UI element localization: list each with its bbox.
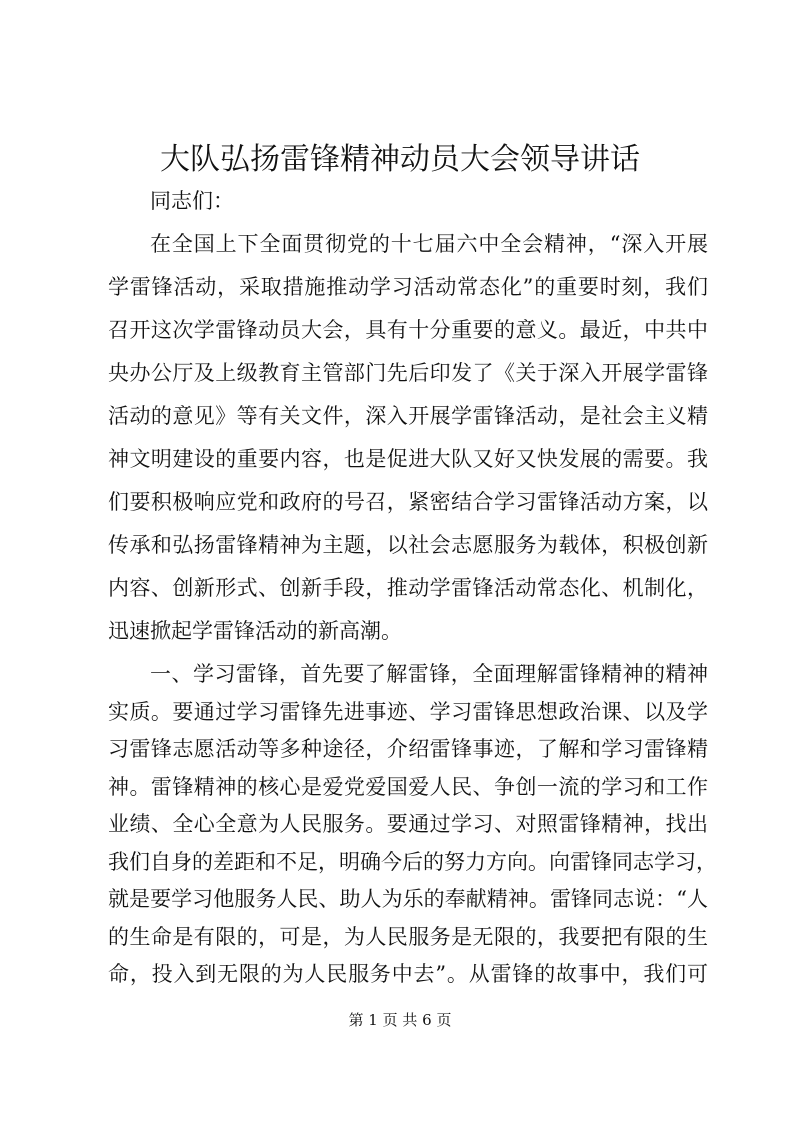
paragraph-line: 业绩、全心全意为人民服务。要通过学习、对照雷锋精神，找出 <box>108 812 708 836</box>
paragraph-line: 神文明建设的重要内容，也是促进大队又好又快发展的需要。我 <box>108 447 708 471</box>
page-footer: 第 1 页 共 6 页 <box>348 1011 452 1029</box>
paragraph-line: 们要积极响应党和政府的号召，紧密结合学习雷锋活动方案，以 <box>108 490 708 514</box>
document-title: 大队弘扬雷锋精神动员大会领导讲话 <box>160 142 640 177</box>
paragraph-line: 在全国上下全面贯彻党的十七届六中全会精神，“深入开展 <box>150 232 708 256</box>
paragraph-line: 命，投入到无限的为人民服务中去”。从雷锋的故事中，我们可 <box>108 962 708 986</box>
paragraph-line: 就是要学习他服务人民、助人为乐的奉献精神。雷锋同志说：“人 <box>108 887 708 911</box>
paragraph-line: 习雷锋志愿活动等多种途径，介绍雷锋事迹，了解和学习雷锋精 <box>108 737 708 761</box>
paragraph-line: 活动的意见》等有关文件，深入开展学雷锋活动，是社会主义精 <box>108 404 708 428</box>
paragraph-line: 央办公厅及上级教育主管部门先后印发了《关于深入开展学雷锋 <box>108 361 708 385</box>
paragraph-line: 实质。要通过学习雷锋先进事迹、学习雷锋思想政治课、以及学 <box>108 699 708 724</box>
paragraph-line: 的生命是有限的，可是，为人民服务是无限的，我要把有限的生 <box>108 924 708 949</box>
salutation: 同志们： <box>150 189 234 213</box>
paragraph-line: 迅速掀起学雷锋活动的新高潮。 <box>108 619 402 643</box>
paragraph-line: 学雷锋活动，采取措施推动学习活动常态化”的重要时刻，我们 <box>108 275 708 299</box>
paragraph-line: 一、学习雷锋，首先要了解雷锋，全面理解雷锋精神的精神 <box>150 662 708 686</box>
paragraph-line: 神。雷锋精神的核心是爱党爱国爱人民、争创一流的学习和工作 <box>108 774 708 799</box>
paragraph-line: 内容、创新形式、创新手段，推动学雷锋活动常态化、机制化， <box>108 576 708 600</box>
paragraph-line: 召开这次学雷锋动员大会，具有十分重要的意义。最近，中共中 <box>108 318 708 342</box>
paragraph-line: 传承和弘扬雷锋精神为主题，以社会志愿服务为载体，积极创新 <box>108 533 708 557</box>
paragraph-line: 我们自身的差距和不足，明确今后的努力方向。向雷锋同志学习， <box>108 849 717 874</box>
